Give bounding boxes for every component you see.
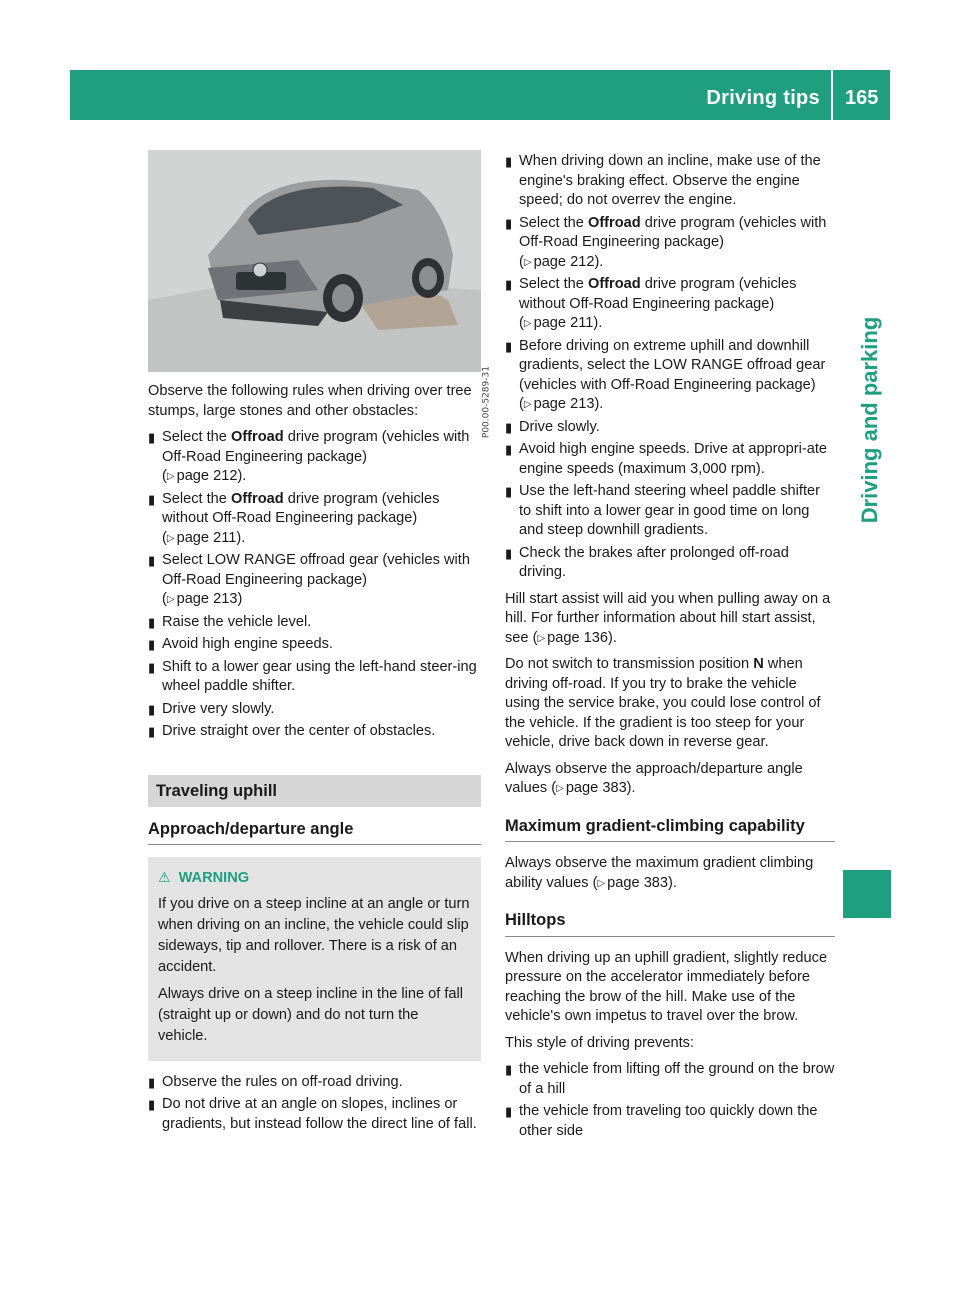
bullet-icon: ▮ [505,154,513,169]
warning-header [158,868,471,889]
page-reference-link[interactable]: page 211). [176,529,246,546]
warning-label: WARNING [178,870,250,886]
page-reference-link[interactable]: page 211). [533,315,603,331]
transmission-paragraph: Do not switch to transmission position N when driving off-road. If you try to brake the vehicle using the service brake, you could lose control of the vehicle. If the gradient is too steep for your vehicle, drive back down in reverse gear. [505,656,821,750]
list-item: ▮ Before driving on extreme uphill and downhill gradients, select the LOW RANGE offroad gear (vehicles with Off-Road Engineering package) (▷ page 213). [505,337,826,412]
page-number: 165 [845,87,879,109]
list-item: ▮ When driving down an incline, make use of the engine's braking effect. Observe the engine speed; do not overrev the engine. [505,153,821,208]
bullet-icon: ▮ [505,419,513,435]
page-reference-icon: ▷ [523,399,532,410]
list-item: ▮ Avoid high engine speeds. [148,635,481,655]
warning-triangle-icon: ⚠ [158,869,171,885]
list-item: ▮ Avoid high engine speeds. Drive at appropri-ate engine speeds (maximum 3,000 rpm). [505,441,828,477]
list-item: ▮ Drive slowly. [505,418,835,438]
list-item: ▮ Shift to a lower gear using the left-hand steer-ing wheel paddle shifter. [148,658,477,694]
hill-start-paragraph: Hill start assist will aid you when pulling away on a hill. For further information about hill start assist, see (▷ page 136). [505,590,831,646]
bullet-icon: ▮ [148,1097,156,1112]
sub-heading: Approach/departure angle [148,820,481,846]
right-column [505,152,835,1148]
prevents-paragraph: This style of driving prevents: [505,1034,694,1051]
list-item: ▮ Do not drive at an angle on slopes, inclines or gradients, but instead follow the direct line of fall. [148,1096,477,1132]
page-reference-link[interactable]: page 212). [176,468,247,484]
bullet-icon: ▮ [148,553,156,568]
bullet-icon: ▮ [148,659,156,675]
bullet-icon: ▮ [505,215,513,231]
list-item: ▮ the vehicle from lifting off the ground on the brow of a hill [505,1061,835,1097]
list-item: ▮ Select the Offroad drive program (vehicles with Off-Road Engineering package) (▷ page 212). [148,429,470,484]
bullet-icon: ▮ [148,724,156,739]
prevents-list [505,1060,835,1141]
gradient-paragraph: Always observe the maximum gradient climbing ability values (▷ page 383). [505,855,814,891]
list-item: ▮ Drive straight over the center of obstacles. [148,722,481,742]
page-title: Driving tips [706,87,820,109]
heading-gradient: Maximum gradient-climbing capability [505,817,835,843]
bullet-icon: ▮ [148,491,156,507]
page-reference-icon: ▷ [523,256,532,268]
incline-rules-list [148,1073,481,1135]
approach-paragraph: Always observe the approach/departure angle values (▷ page 383). [505,760,803,796]
bullet-icon: ▮ [505,1062,513,1077]
section-title: Traveling uphill [148,775,481,807]
bullet-icon: ▮ [505,545,513,561]
obstacle-rules-list [148,428,481,742]
page-reference-link[interactable]: page 383). [607,874,677,891]
list-item: ▮ Select the Offroad drive program (vehicles without Off-Road Engineering package) (▷ page 211). [505,276,797,331]
page-reference-icon: ▷ [523,318,532,329]
driving-tips-list [505,152,835,583]
chapter-tab-label: Driving and parking [857,316,882,524]
list-item: ▮ Check the brakes after prolonged off-road driving. [505,544,789,580]
page-reference-link[interactable]: page 213). [533,396,604,412]
header-divider [831,70,833,120]
list-item: ▮ Observe the rules on off-road driving. [148,1073,481,1093]
page-reference-icon: ▷ [537,632,546,644]
list-item: ▮ Drive very slowly. [148,700,481,720]
bullet-icon: ▮ [148,701,156,717]
hilltops-paragraph: When driving up an uphill gradient, slightly reduce pressure on the accelerator immediately before reaching the brow of the hill. Make use of the vehicle's own impetus to travel over the brow. [505,949,828,1024]
car-offroad-illustration-icon [148,150,481,372]
bullet-icon: ▮ [505,1104,513,1119]
chapter-marker [843,870,891,918]
page-reference-link[interactable]: page 212). [533,253,604,270]
page-reference-icon: ▷ [556,783,564,794]
page-reference-icon: ▷ [166,532,175,544]
warning-text: Always drive on a steep incline in the line of fall (straight up or down) and do not turn the vehicle. [158,985,464,1044]
page-reference-link[interactable]: page 383). [565,780,636,796]
bullet-icon: ▮ [505,277,513,292]
page-reference-link[interactable]: page 136). [547,629,617,646]
warning-box [148,857,481,1061]
warning-text: If you drive on a steep incline at an angle or turn when driving on an incline, the vehicle could slip sideways, tip and rollover. There is a risk of an accident. [158,895,470,975]
page-reference-link[interactable]: page 213) [176,591,243,607]
left-column [148,150,491,1141]
list-item: ▮ the vehicle from traveling too quickly down the other side [505,1103,818,1139]
intro-paragraph: Observe the following rules when driving over tree stumps, large stones and other obstacles: [148,383,472,419]
figure-code: P00.00-5289-31 [481,366,491,439]
list-item: ▮ Select LOW RANGE offroad gear (vehicles with Off-Road Engineering package) (▷ page 213) [148,552,470,607]
bullet-icon: ▮ [148,614,156,630]
page-reference-icon: ▷ [166,471,175,482]
list-item: ▮ Select the Offroad drive program (vehicles without Off-Road Engineering package) (▷ page 211). [148,490,440,546]
bullet-icon: ▮ [505,484,513,499]
list-item: ▮ Select the Offroad drive program (vehicles with Off-Road Engineering package) (▷ page 212). [505,214,827,270]
bullet-icon: ▮ [148,430,156,445]
heading-hilltops: Hilltops [505,911,835,937]
bullet-icon: ▮ [148,1074,156,1090]
list-item: ▮ Use the left-hand steering wheel paddle shifter to shift into a lower gear in good time on long and steep downhill gradients. [505,483,820,538]
page-reference-icon: ▷ [597,877,606,889]
bullet-icon: ▮ [505,338,513,354]
bullet-icon: ▮ [505,442,513,457]
page-reference-icon: ▷ [166,594,175,605]
list-item: ▮ Raise the vehicle level. [148,613,481,633]
bullet-icon: ▮ [148,637,156,652]
